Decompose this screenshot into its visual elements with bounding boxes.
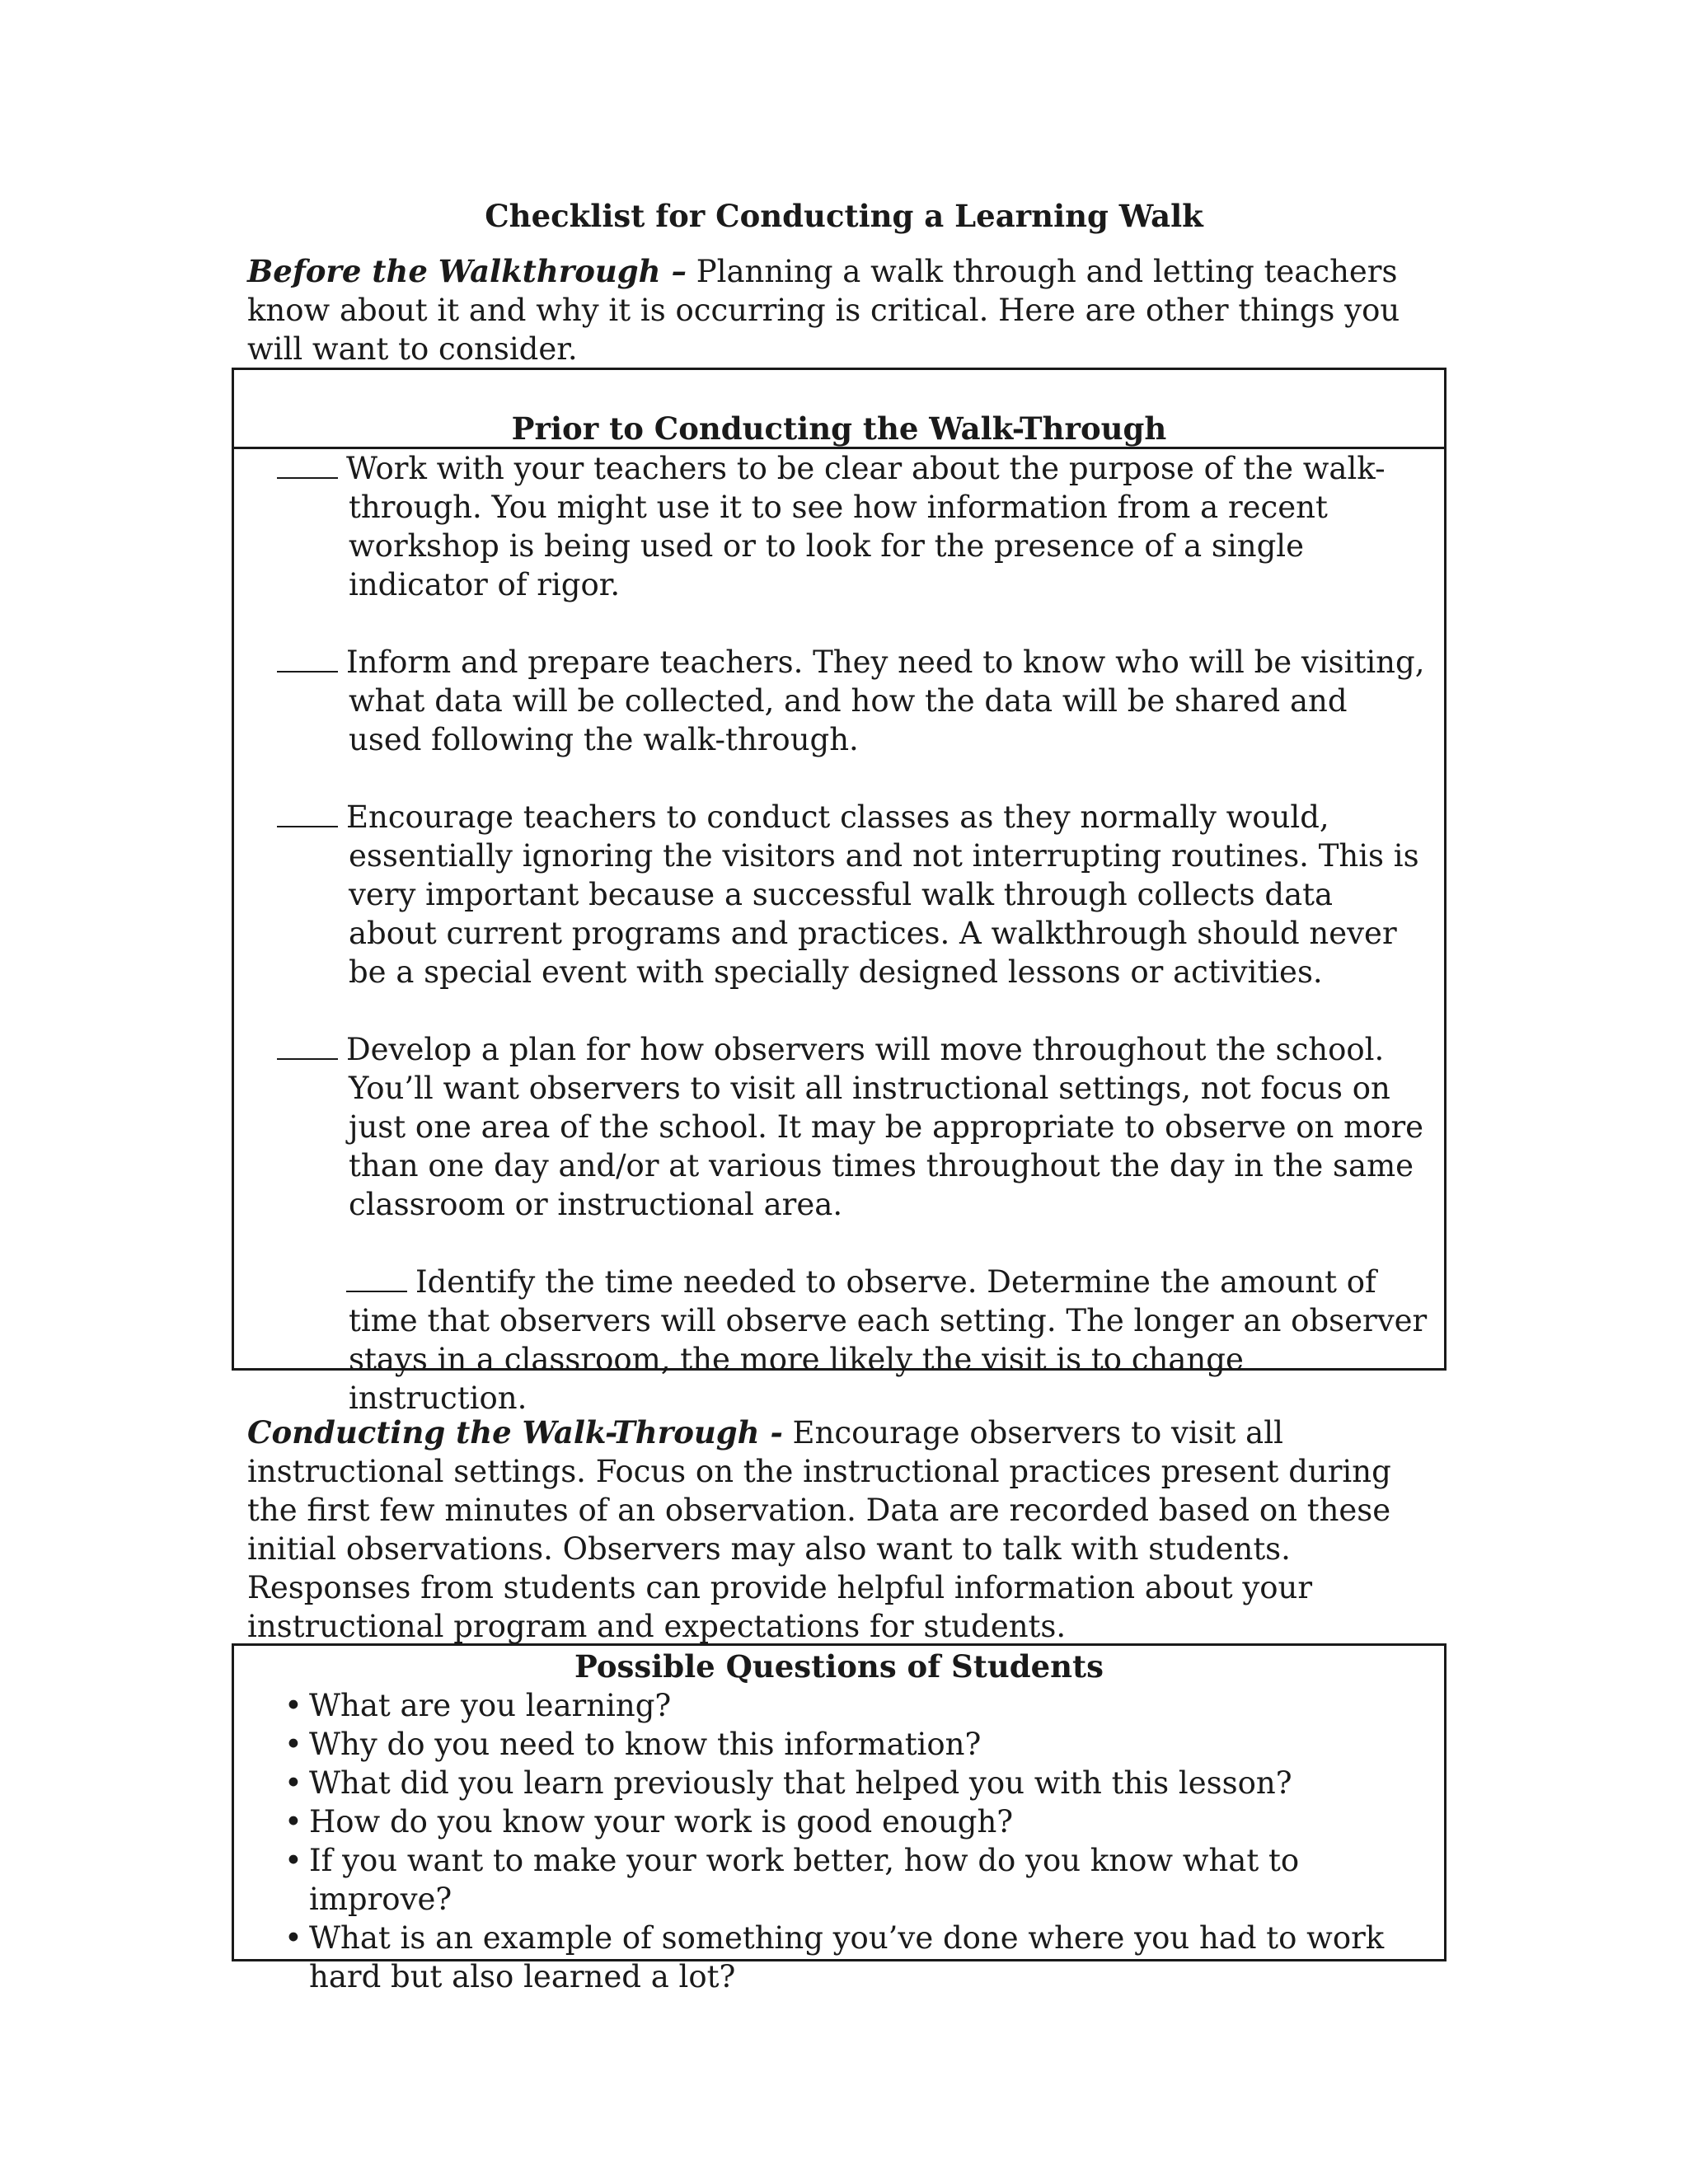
checklist-item-text: Work with your teachers to be clear about the purpose of the walk-through. You might use it to see how information from a recent workshop is being used or to look for the presence of a single indicator of rigor. xyxy=(346,451,1386,602)
conducting-walkthrough-text: Encourage observers to visit all instructional settings. Focus on the instructional practices present during the first few minutes of an observation. Data are recorded based on these initial observations. Observers may also want to talk with students. Responses from students can provide helpful information about your instructional program and expectations for students. xyxy=(247,1415,1391,1644)
checklist-item xyxy=(234,449,1444,604)
bullet-icon: • xyxy=(284,1920,302,1956)
question-text: Why do you need to know this information? xyxy=(309,1727,982,1762)
bullet-icon: • xyxy=(284,1804,302,1840)
student-questions-heading: Possible Questions of Students xyxy=(574,1648,1104,1685)
checkbox-blank[interactable] xyxy=(277,1033,338,1060)
bullet-icon: • xyxy=(284,1727,302,1762)
checklist-item-text: Encourage teachers to conduct classes as they normally would, essentially ignoring the visitors and not interrupting routines. This is very important because a successful walk through collects data about current programs and practices. A walkthrough should never be a special event with specially designed lessons or activities. xyxy=(346,799,1419,990)
checkbox-blank[interactable] xyxy=(346,1266,407,1292)
before-walkthrough-text: Planning a walk through and letting teachers know about it and why it is occurring is critical. Here are other things you will want to consider. xyxy=(247,254,1400,367)
question-item xyxy=(234,1764,1444,1802)
question-text: If you want to make your work better, how do you know what to improve? xyxy=(309,1843,1300,1917)
question-text: What did you learn previously that helped you with this lesson? xyxy=(309,1765,1292,1801)
question-item xyxy=(234,1841,1444,1919)
page-title: Checklist for Conducting a Learning Walk xyxy=(485,198,1203,234)
prior-checklist-heading: Prior to Conducting the Walk-Through xyxy=(234,370,1444,449)
conducting-walkthrough-lead: Conducting the Walk-Through - xyxy=(247,1414,783,1451)
question-text: What is an example of something you’ve done where you had to work hard but also learned a lot? xyxy=(309,1920,1385,1994)
prior-checklist-box xyxy=(232,368,1447,1416)
student-questions-box xyxy=(232,1643,1447,1994)
question-item xyxy=(234,1802,1444,1841)
before-walkthrough-paragraph xyxy=(247,252,1434,368)
question-text: What are you learning? xyxy=(309,1688,672,1723)
checklist-item xyxy=(234,1030,1444,1224)
checkbox-blank[interactable] xyxy=(277,801,338,827)
before-walkthrough-lead: Before the Walkthrough – xyxy=(247,253,687,289)
conducting-walkthrough-paragraph xyxy=(247,1413,1434,1646)
prior-checklist xyxy=(234,449,1444,1418)
bullet-icon: • xyxy=(284,1688,302,1723)
question-item xyxy=(234,1725,1444,1764)
question-item xyxy=(234,1686,1444,1725)
bullet-icon: • xyxy=(284,1765,302,1801)
checkbox-blank[interactable] xyxy=(277,452,338,479)
checklist-item-text: Identify the time needed to observe. Determine the amount of time that observers will observe each setting. The longer an observer stays in a classroom, the more likely the visit is to change instruction. xyxy=(349,1264,1428,1416)
bullet-icon: • xyxy=(284,1843,302,1878)
question-item xyxy=(234,1919,1444,1996)
checklist-item-text: Develop a plan for how observers will move throughout the school. You’ll want observers to visit all instructional settings, not focus on just one area of the school. It may be appropriate to observe on more than one day and/or at various times throughout the day in the same classroom or instructional area. xyxy=(346,1032,1424,1222)
checklist-item xyxy=(234,1263,1444,1418)
checklist-item xyxy=(234,643,1444,759)
student-questions-list xyxy=(234,1686,1444,1998)
checklist-item xyxy=(234,798,1444,991)
question-text: How do you know your work is good enough? xyxy=(309,1804,1014,1840)
checkbox-blank[interactable] xyxy=(277,646,338,673)
checklist-item-text: Inform and prepare teachers. They need to know who will be visiting, what data will be collected, and how the data will be shared and used following the walk-through. xyxy=(346,644,1425,757)
